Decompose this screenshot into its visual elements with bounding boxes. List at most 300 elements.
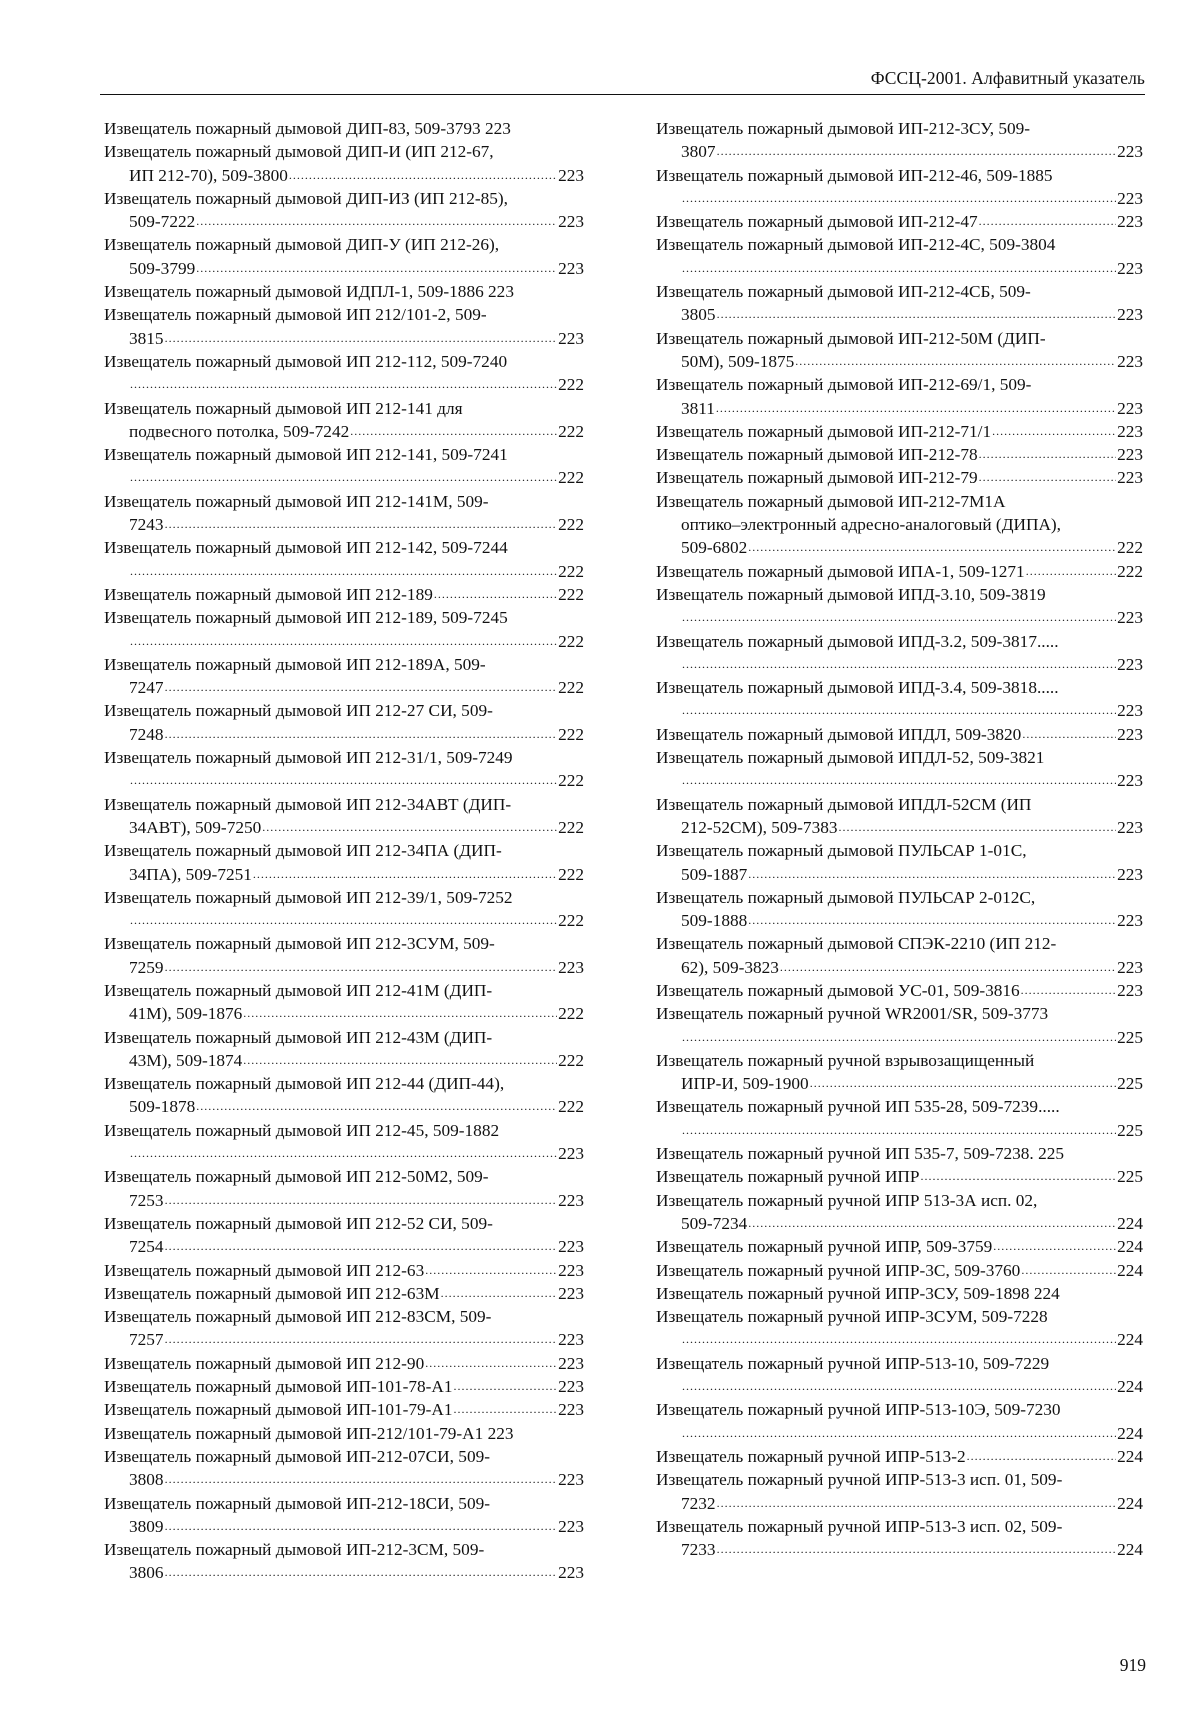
index-entry-line: [104, 443, 584, 466]
index-entry-text: Извещатель пожарный дымовой ИПД-3.4, 509-3818.....: [656, 678, 1059, 698]
index-entry-page: 224: [1117, 1330, 1143, 1350]
index-entry-line: [104, 1422, 584, 1445]
index-entry-line: [656, 1305, 1143, 1328]
index-entry-page: 224: [1117, 1377, 1143, 1397]
index-entry: [104, 1492, 584, 1539]
index-entry-continuation: [656, 956, 1143, 979]
dot-leader: [425, 1259, 557, 1282]
index-entry-page: 223: [558, 1563, 584, 1583]
dot-leader: [993, 1235, 1116, 1258]
index-entry-line: [656, 420, 1143, 443]
dot-leader: [454, 1398, 558, 1421]
index-entry-text: Извещатель пожарный дымовой ИП 212-141 для: [104, 398, 463, 418]
index-entry-text: Извещатель пожарный ручной ИПР-513-3 исп. 01, 509-: [656, 1470, 1063, 1490]
dot-leader: [748, 909, 1116, 932]
index-entry: [656, 746, 1143, 793]
running-header: [100, 66, 1145, 95]
index-entry: [656, 839, 1143, 886]
index-entry-line: [656, 979, 1143, 1002]
index-entry-text: 3809: [129, 1516, 164, 1536]
index-entry-text: Извещатель пожарный дымовой ИП 212-189, 509-7245: [104, 608, 508, 628]
index-entry-continuation: [656, 397, 1143, 420]
dot-leader: [839, 816, 1117, 839]
index-entry-page: 223: [558, 1377, 584, 1397]
index-entry-text: Извещатель пожарный дымовой ИП 212-90: [104, 1353, 425, 1373]
index-entry-text: Извещатель пожарный дымовой ПУЛЬСАР 2-012С,: [656, 887, 1036, 907]
index-entry-page: 222: [558, 421, 584, 441]
index-entry-page: 225: [1117, 1074, 1143, 1094]
index-entry: [656, 1189, 1143, 1236]
dot-leader: [979, 443, 1116, 466]
index-entry: [656, 1282, 1143, 1305]
index-entry-text: Извещатель пожарный дымовой ИП 212-43М (ДИП-: [104, 1027, 493, 1047]
index-entry-text: Извещатель пожарный дымовой ИП-212-4СБ, 509-: [656, 282, 1031, 302]
dot-leader: [165, 1468, 558, 1491]
index-entry-text: 509-1887: [681, 864, 748, 884]
index-entry-text: Извещатель пожарный дымовой ИП-101-79-А1: [104, 1400, 453, 1420]
index-entry-text: Извещатель пожарный дымовой УС-01, 509-3816: [656, 980, 1020, 1000]
index-entry: [656, 1398, 1143, 1445]
index-entry-text: 3811: [681, 398, 715, 418]
index-entry-continuation: [104, 1002, 584, 1025]
index-entry-continuation: [104, 676, 584, 699]
index-entry-text: Извещатель пожарный дымовой ИПД-3.10, 509-3819: [656, 584, 1046, 604]
index-entry-text: 509-3799: [129, 258, 196, 278]
index-entry-text: 7257: [129, 1330, 164, 1350]
index-entry-continuation: [104, 420, 584, 443]
dot-leader: [196, 1095, 557, 1118]
index-entry-text: Извещатель пожарный дымовой ИП 212-141, 509-7241: [104, 445, 508, 465]
index-entry-text: 7232: [681, 1493, 716, 1513]
index-entry-line: [104, 1072, 584, 1095]
index-entry-page: 223: [558, 1516, 584, 1536]
index-entry-continuation: [656, 1119, 1143, 1142]
index-entry: [656, 676, 1143, 723]
index-entry-continuation: [104, 1561, 584, 1584]
index-entry-line: [104, 932, 584, 955]
index-entry-text: Извещатель пожарный дымовой ИП-212-71/1: [656, 421, 992, 441]
index-entry-page: 223: [1117, 188, 1143, 208]
index-entry-line: [656, 1515, 1143, 1538]
index-entry-page: 224: [1117, 1260, 1143, 1280]
index-entry-line: [104, 839, 584, 862]
index-entry-continuation: [104, 956, 584, 979]
index-entry-text: Извещатель пожарный дымовой ИП 212-39/1, 509-7252: [104, 887, 513, 907]
dot-leader: [130, 466, 557, 489]
dot-leader: [454, 1375, 558, 1398]
index-entry: [656, 1142, 1143, 1165]
index-entry-page: 224: [1117, 1540, 1143, 1560]
index-entry-continuation: [656, 863, 1143, 886]
index-entry-continuation: [656, 1492, 1143, 1515]
dot-leader: [682, 1422, 1116, 1445]
index-entry: [656, 979, 1143, 1002]
index-entry-continuation: [104, 1049, 584, 1072]
index-entry: [656, 723, 1143, 746]
index-entry-continuation: [656, 816, 1143, 839]
index-entry-text: Извещатель пожарный дымовой ИП 212-31/1, 509-7249: [104, 748, 513, 768]
index-entry-page: 223: [1117, 142, 1143, 162]
index-entry-text: Извещатель пожарный дымовой ИП 212-45, 509-1882: [104, 1120, 500, 1140]
index-entry-text: 34ПА), 509-7251: [129, 864, 252, 884]
index-entry-text: Извещатель пожарный ручной ИПР-513-3 исп. 02, 509-: [656, 1516, 1063, 1536]
index-entry: [656, 583, 1143, 630]
index-entry-continuation: [104, 723, 584, 746]
index-entry-text: Извещатель пожарный дымовой ПУЛЬСАР 1-01С,: [656, 841, 1027, 861]
dot-leader: [243, 1049, 557, 1072]
index-entry-text: Извещатель пожарный дымовой ИП 212-41М (ДИП-: [104, 980, 493, 1000]
index-entry-page: 223: [558, 1190, 584, 1210]
index-entry-line: [104, 490, 584, 513]
index-entry: [104, 1305, 584, 1352]
index-entry-continuation: [104, 1189, 584, 1212]
dot-leader: [1021, 979, 1116, 1002]
index-entry-continuation: [104, 560, 584, 583]
index-entry-text: Извещатель пожарный ручной ИПР-3СУМ, 509-7228: [656, 1307, 1048, 1327]
index-entry: [104, 1072, 584, 1119]
index-entry-text: Извещатель пожарный дымовой ИП-212-3СУ, 509-: [656, 119, 1031, 138]
index-entry-page: 223: [1117, 445, 1143, 465]
index-entry-text: Извещатель пожарный ручной ИПР-513-2: [656, 1446, 966, 1466]
index-entry-text: Извещатель пожарный дымовой ИП 212-34АВТ (ДИП-: [104, 794, 512, 814]
index-entry-line: [656, 583, 1143, 606]
index-entry-continuation: [656, 1375, 1143, 1398]
index-entry-continuation: [104, 863, 584, 886]
index-entry: [656, 793, 1143, 840]
index-entry: [104, 1398, 584, 1421]
index-entry-line: [104, 606, 584, 629]
index-entry-text: Извещатель пожарный дымовой ИП 212-189А, 509-: [104, 654, 486, 674]
index-entry-line: [104, 793, 584, 816]
index-entry-continuation: [656, 257, 1143, 280]
index-entry-page: 222: [558, 724, 584, 744]
index-column-left: [104, 117, 584, 1585]
index-entry: [656, 443, 1143, 466]
index-entry-continuation: [104, 1515, 584, 1538]
index-entry-page: 224: [1117, 1446, 1143, 1466]
index-entry-text: Извещатель пожарный дымовой ИП-212-50М (ДИП-: [656, 328, 1046, 348]
dot-leader: [992, 420, 1116, 443]
index-entry-text: 3808: [129, 1470, 164, 1490]
index-entry-line: [656, 560, 1143, 583]
dot-leader: [717, 1492, 1117, 1515]
index-entry-continuation: [104, 630, 584, 653]
index-entry-page: 223: [1117, 654, 1143, 674]
index-entry: [104, 117, 584, 140]
index-entry-line: [656, 1468, 1143, 1491]
index-entry-text: Извещатель пожарный дымовой ИП-212-47: [656, 212, 978, 232]
dot-leader: [196, 257, 557, 280]
index-entry-page: 222: [558, 864, 584, 884]
index-entry-page: 222: [558, 584, 584, 604]
index-entry-line: [104, 583, 584, 606]
dot-leader: [130, 909, 557, 932]
dot-leader: [350, 420, 557, 443]
index-entry: [656, 233, 1143, 280]
dot-leader: [1022, 723, 1116, 746]
index-entry: [104, 536, 584, 583]
index-entry-page: 224: [1117, 1237, 1143, 1257]
index-entry-line: [104, 1119, 584, 1142]
index-entry-text: Извещатель пожарный дымовой ИП 212/101-2, 509-: [104, 305, 487, 325]
index-entry-line: [104, 699, 584, 722]
index-entry-text: 3807: [681, 142, 716, 162]
index-entry-text: 509-1888: [681, 911, 748, 931]
index-entry-continuation: [656, 1026, 1143, 1049]
dot-leader: [130, 630, 557, 653]
index-entry-text: 7247: [129, 678, 164, 698]
index-entry: [656, 1259, 1143, 1282]
index-entry-line: [656, 117, 1143, 140]
index-entry-text: Извещатель пожарный дымовой ДИП-И (ИП 212-67,: [104, 142, 494, 162]
index-entry-text: Извещатель пожарный дымовой ИП-212-7М1А: [656, 491, 1006, 511]
index-entry-line: [104, 1282, 584, 1305]
index-entry: [104, 1352, 584, 1375]
index-entry: [104, 187, 584, 234]
index-entry-continuation: [656, 536, 1143, 559]
index-entry-line: [104, 280, 584, 303]
index-entry-line: [104, 1305, 584, 1328]
index-entry: [656, 1165, 1143, 1188]
index-entry: [104, 886, 584, 933]
index-entry-text: Извещатель пожарный ручной ИПР: [656, 1167, 920, 1187]
index-entry-text: Извещатель пожарный дымовой ИДПЛ-1, 509-1886 223: [104, 282, 514, 302]
index-entry-text: Извещатель пожарный ручной ИПР-513-10, 509-7229: [656, 1353, 1050, 1373]
dot-leader: [425, 1352, 557, 1375]
index-entry-page: 222: [1117, 538, 1143, 558]
index-entry-text: Извещатель пожарный дымовой ДИП-ИЗ (ИП 212-85),: [104, 188, 509, 208]
index-entry: [104, 653, 584, 700]
index-entry-page: 223: [1117, 421, 1143, 441]
index-entry: [104, 397, 584, 444]
index-entry-line: [656, 793, 1143, 816]
dot-leader: [682, 606, 1116, 629]
dot-leader: [967, 1445, 1116, 1468]
index-entry-line: [656, 1282, 1143, 1305]
index-entry-line: [104, 1026, 584, 1049]
index-entry-text: Извещатель пожарный дымовой ИПДЛ-52, 509-3821: [656, 748, 1045, 768]
index-entry: [104, 793, 584, 840]
index-entry-page: 223: [1117, 864, 1143, 884]
dot-leader: [165, 327, 558, 350]
index-entry-line: [104, 1212, 584, 1235]
index-entry-line: [104, 1445, 584, 1468]
index-entry: [104, 1445, 584, 1492]
index-entry-text: Извещатель пожарный дымовой ИП-212-3СМ, 509-: [104, 1540, 485, 1560]
dot-leader: [921, 1165, 1117, 1188]
index-entry-line: [104, 140, 584, 163]
index-entry-continuation: [104, 513, 584, 536]
index-entry: [104, 1375, 584, 1398]
index-entry-page: 223: [558, 165, 584, 185]
index-entry-page: 222: [558, 1004, 584, 1024]
index-entry: [656, 932, 1143, 979]
index-column-right: [656, 117, 1143, 1561]
index-entry-text: Извещатель пожарный дымовой ИП-101-78-А1: [104, 1377, 453, 1397]
index-entry-page: 225: [1117, 1027, 1143, 1047]
index-entry-text: Извещатель пожарный дымовой ИП 212-27 СИ, 509-: [104, 701, 493, 721]
running-header-title: ФССЦ-2001. Алфавитный указатель: [870, 68, 1145, 88]
index-entry: [656, 1352, 1143, 1399]
index-entry-text: Извещатель пожарный дымовой ИП 212-189: [104, 584, 433, 604]
index-entry-line: [656, 327, 1143, 350]
index-entry-line: [656, 886, 1143, 909]
index-entry-page: 222: [558, 515, 584, 535]
index-entry-page: 224: [1117, 1493, 1143, 1513]
index-entry-line: [656, 164, 1143, 187]
dot-leader: [780, 956, 1116, 979]
index-entry-line: [104, 536, 584, 559]
index-entry-line: [104, 1352, 584, 1375]
index-entry-text: Извещатель пожарный дымовой ИП-212-78: [656, 445, 978, 465]
index-entry-text: Извещатель пожарный ручной ИП 535-28, 509-7239.....: [656, 1097, 1060, 1117]
index-entry-line: [656, 630, 1143, 653]
index-entry-continuation: [656, 653, 1143, 676]
index-entry: [656, 1095, 1143, 1142]
index-entry-text: 3815: [129, 328, 164, 348]
index-entry-line: [104, 653, 584, 676]
index-entry-page: 222: [558, 631, 584, 651]
dot-leader: [1026, 560, 1116, 583]
index-entry-text: 7253: [129, 1190, 164, 1210]
index-entry-page: 222: [558, 1097, 584, 1117]
index-entry: [656, 1445, 1143, 1468]
index-entry-page: 222: [558, 1050, 584, 1070]
index-entry-page: 223: [1117, 771, 1143, 791]
index-entry: [104, 350, 584, 397]
index-entry: [104, 233, 584, 280]
index-entry-text: Извещатель пожарный ручной ИПР-3С, 509-3760: [656, 1260, 1021, 1280]
index-entry-text: Извещатель пожарный дымовой ИП 212-44 (ДИП-44),: [104, 1074, 505, 1094]
index-entry-page: 223: [1117, 724, 1143, 744]
page-number: 919: [1119, 1655, 1146, 1675]
dot-leader: [748, 1212, 1116, 1235]
index-entry-line: [656, 1049, 1143, 1072]
index-entry-text: Извещатель пожарный дымовой ИПДЛ, 509-3820: [656, 724, 1022, 744]
index-entry-line: [104, 397, 584, 420]
index-entry-page: 222: [558, 771, 584, 791]
index-entry-line: [656, 490, 1143, 513]
index-entry-continuation: [656, 303, 1143, 326]
index-entry-line: [656, 1189, 1143, 1212]
index-entry-continuation: [656, 769, 1143, 792]
dot-leader: [717, 140, 1117, 163]
index-entry-text: Извещатель пожарный ручной ИПР-3СУ, 509-1898 224: [656, 1283, 1060, 1303]
index-entry-continuation: [104, 327, 584, 350]
index-entry-text: Извещатель пожарный дымовой ДИП-У (ИП 212-26),: [104, 235, 500, 255]
index-entry-continuation: [656, 513, 1143, 536]
index-entry: [104, 1259, 584, 1282]
index-entry-text: Извещатель пожарный ручной ИПР-513-10Э, 509-7230: [656, 1400, 1061, 1420]
dot-leader: [130, 1142, 557, 1165]
index-entry: [656, 327, 1143, 374]
index-entry-text: оптико–электронный адресно-аналоговый (ДИПА),: [681, 515, 1061, 535]
index-entry: [104, 699, 584, 746]
index-entry: [656, 1002, 1143, 1049]
index-entry-line: [656, 1445, 1143, 1468]
index-entry-page: 222: [558, 375, 584, 395]
index-entry-page: 223: [1117, 398, 1143, 418]
index-entry: [104, 583, 584, 606]
index-entry-line: [656, 1142, 1143, 1165]
dot-leader: [165, 1328, 558, 1351]
index-entry-text: 43М), 509-1874: [129, 1050, 243, 1070]
dot-leader: [810, 1072, 1116, 1095]
index-entry: [656, 420, 1143, 443]
index-entry-line: [656, 839, 1143, 862]
index-entry-page: 223: [1117, 911, 1143, 931]
dot-leader: [795, 350, 1116, 373]
index-entry-line: [656, 1352, 1143, 1375]
index-entry-text: 509-7234: [681, 1213, 748, 1233]
index-entry-text: 509-1878: [129, 1097, 196, 1117]
index-entry-continuation: [104, 1235, 584, 1258]
index-entry: [656, 280, 1143, 327]
index-entry-text: Извещатель пожарный дымовой ИП 212-83СМ, 509-: [104, 1307, 492, 1327]
index-entry: [104, 839, 584, 886]
index-entry-continuation: [104, 816, 584, 839]
dot-leader: [130, 560, 557, 583]
dot-leader: [717, 1538, 1117, 1561]
index-entry-continuation: [104, 257, 584, 280]
index-entry-continuation: [104, 210, 584, 233]
index-entry-line: [656, 932, 1143, 955]
index-entry: [656, 1515, 1143, 1562]
index-entry-line: [656, 1398, 1143, 1421]
index-entry-continuation: [104, 1468, 584, 1491]
dot-leader: [682, 1328, 1116, 1351]
index-entry-page: 223: [558, 1400, 584, 1420]
index-entry-text: Извещатель пожарный дымовой СПЭК-2210 (ИП 212-: [656, 934, 1057, 954]
index-entry-page: 225: [1117, 1120, 1143, 1140]
index-entry-page: 223: [1117, 817, 1143, 837]
index-entry-text: Извещатель пожарный дымовой ИП 212-63: [104, 1260, 425, 1280]
index-entry-text: 62), 509-3823: [681, 957, 779, 977]
index-entry-page: 222: [558, 561, 584, 581]
index-entry-continuation: [656, 1328, 1143, 1351]
index-entry-line: [656, 443, 1143, 466]
dot-leader: [682, 653, 1116, 676]
index-entry-continuation: [656, 140, 1143, 163]
index-entry: [656, 164, 1143, 211]
index-entry: [656, 210, 1143, 233]
dot-leader: [165, 723, 558, 746]
index-entry-page: 223: [1117, 258, 1143, 278]
index-entry-text: 3805: [681, 305, 716, 325]
index-entry: [656, 373, 1143, 420]
index-entry-text: 3806: [129, 1563, 164, 1583]
index-entry-text: Извещатель пожарный дымовой ИПДЛ-52СМ (ИП: [656, 794, 1032, 814]
index-entry-line: [656, 1259, 1143, 1282]
index-entry: [104, 140, 584, 187]
dot-leader: [682, 769, 1116, 792]
index-entry-text: 7243: [129, 515, 164, 535]
index-entry-text: Извещатель пожарный дымовой ИП-212-46, 509-1885: [656, 165, 1053, 185]
index-entry-text: Извещатель пожарный дымовой ИП-212/101-79-А1 223: [104, 1423, 514, 1443]
index-entry: [104, 443, 584, 490]
index-entry-line: [656, 210, 1143, 233]
index-entry-continuation: [104, 164, 584, 187]
dot-leader: [165, 513, 558, 536]
index-entry-line: [104, 233, 584, 256]
dot-leader: [682, 699, 1116, 722]
index-entry-page: 223: [1117, 468, 1143, 488]
index-entry-line: [104, 1492, 584, 1515]
index-entry-continuation: [656, 1072, 1143, 1095]
dot-leader: [441, 1282, 557, 1305]
index-entry-line: [104, 1398, 584, 1421]
index-entry-page: 223: [558, 328, 584, 348]
